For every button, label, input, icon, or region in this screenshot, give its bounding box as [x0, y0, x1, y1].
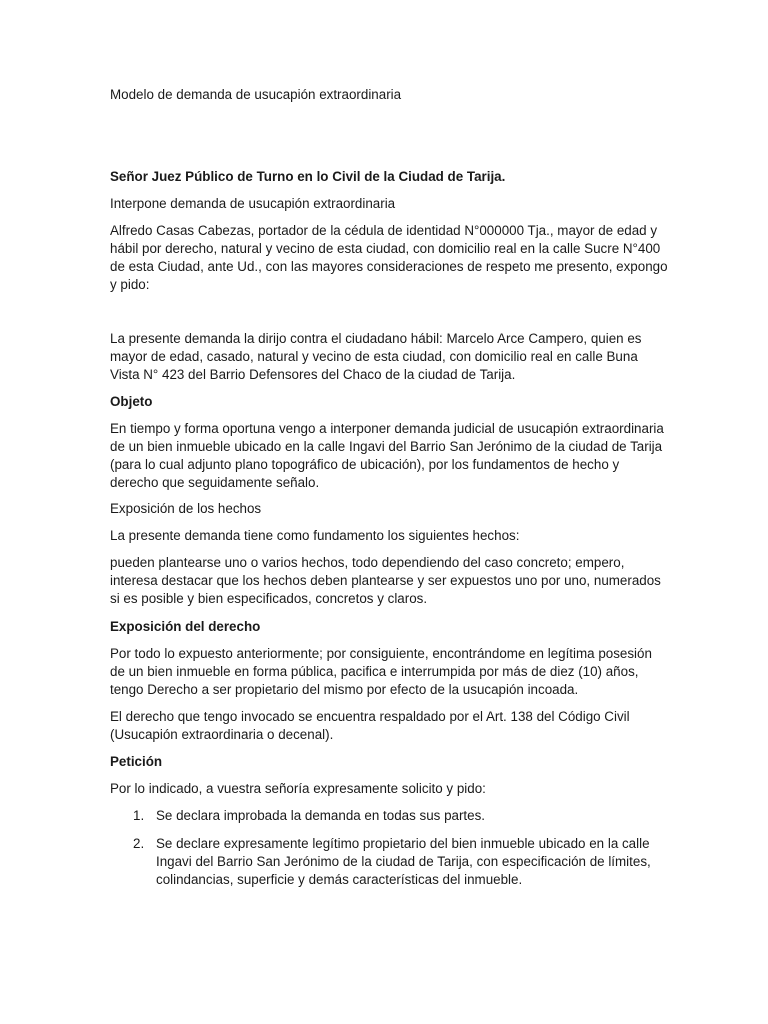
defendant-paragraph: La presente demanda la dirijo contra el ciudadano hábil: Marcelo Arce Campero, quien es mayor de edad, casado, natural y vecino de esta ciudad, con domicilio real en calle Buna Vista N° 423 del Barrio Defensores del Chaco de la ciudad de Tarija. [110, 331, 642, 382]
petition-item-text: Se declare expresamente legítimo propietario del bien inmueble ubicado en la calle Ingavi del Barrio San Jerónimo de la ciudad de Tarija, con especificación de límites, colindancias, superficie y demás características del inmueble. [156, 836, 651, 887]
document-title: Modelo de demanda de usucapión extraordinaria [110, 87, 402, 102]
petition-intro: Por lo indicado, a vuestra señoría expresamente solicito y pido: [110, 781, 486, 796]
subject-line: Interpone demanda de usucapión extraordinaria [110, 196, 396, 211]
object-paragraph: En tiempo y forma oportuna vengo a interponer demanda judicial de usucapión extraordinaria de un bien inmueble ubicado en la calle Ingavi del Barrio San Jerónimo de la ciudad de Tarija (para lo cual adjunto plano topográfico de ubicación), por los fundamentos de hecho y derecho que seguidamente señalo. [110, 421, 664, 490]
addressee-line: Señor Juez Público de Turno en lo Civil de la Ciudad de Tarija. [110, 169, 506, 184]
law-paragraph-2: El derecho que tengo invocado se encuentra respaldado por el Art. 138 del Código Civil (Usucapión extraordinaria o decenal). [110, 709, 630, 742]
petition-heading: Petición [110, 754, 163, 769]
petition-item-text: Se declara improbada la demanda en todas sus partes. [156, 808, 486, 823]
intro-paragraph: Alfredo Casas Cabezas, portador de la cédula de identidad N°000000 Tja., mayor de edad y hábil por derecho, natural y vecino de esta ciudad, con domicilio real en la calle Sucre N°400 de esta Ciudad, ante Ud., con las mayores consideraciones de respeto me presento, expongo y pido: [110, 223, 668, 292]
petition-item-number: 1. [133, 808, 145, 823]
object-heading: Objeto [110, 394, 153, 409]
facts-intro: La presente demanda tiene como fundamento los siguientes hechos: [110, 528, 520, 543]
petition-item-number: 2. [133, 836, 145, 851]
facts-heading: Exposición de los hechos [110, 501, 262, 516]
facts-paragraph: pueden plantearse uno o varios hechos, todo dependiendo del caso concreto; empero, interesa destacar que los hechos deben plantearse y ser expuestos uno por uno, numerados si es posible y bien especificados, concretos y claros. [110, 555, 661, 606]
law-paragraph: Por todo lo expuesto anteriormente; por consiguiente, encontrándome en legítima posesión de un bien inmueble en forma pública, pacifica e interrumpida por más de diez (10) años, tengo Derecho a ser propietario del mismo por efecto de la usucapión incoada. [110, 646, 652, 697]
law-heading: Exposición del derecho [110, 619, 261, 634]
